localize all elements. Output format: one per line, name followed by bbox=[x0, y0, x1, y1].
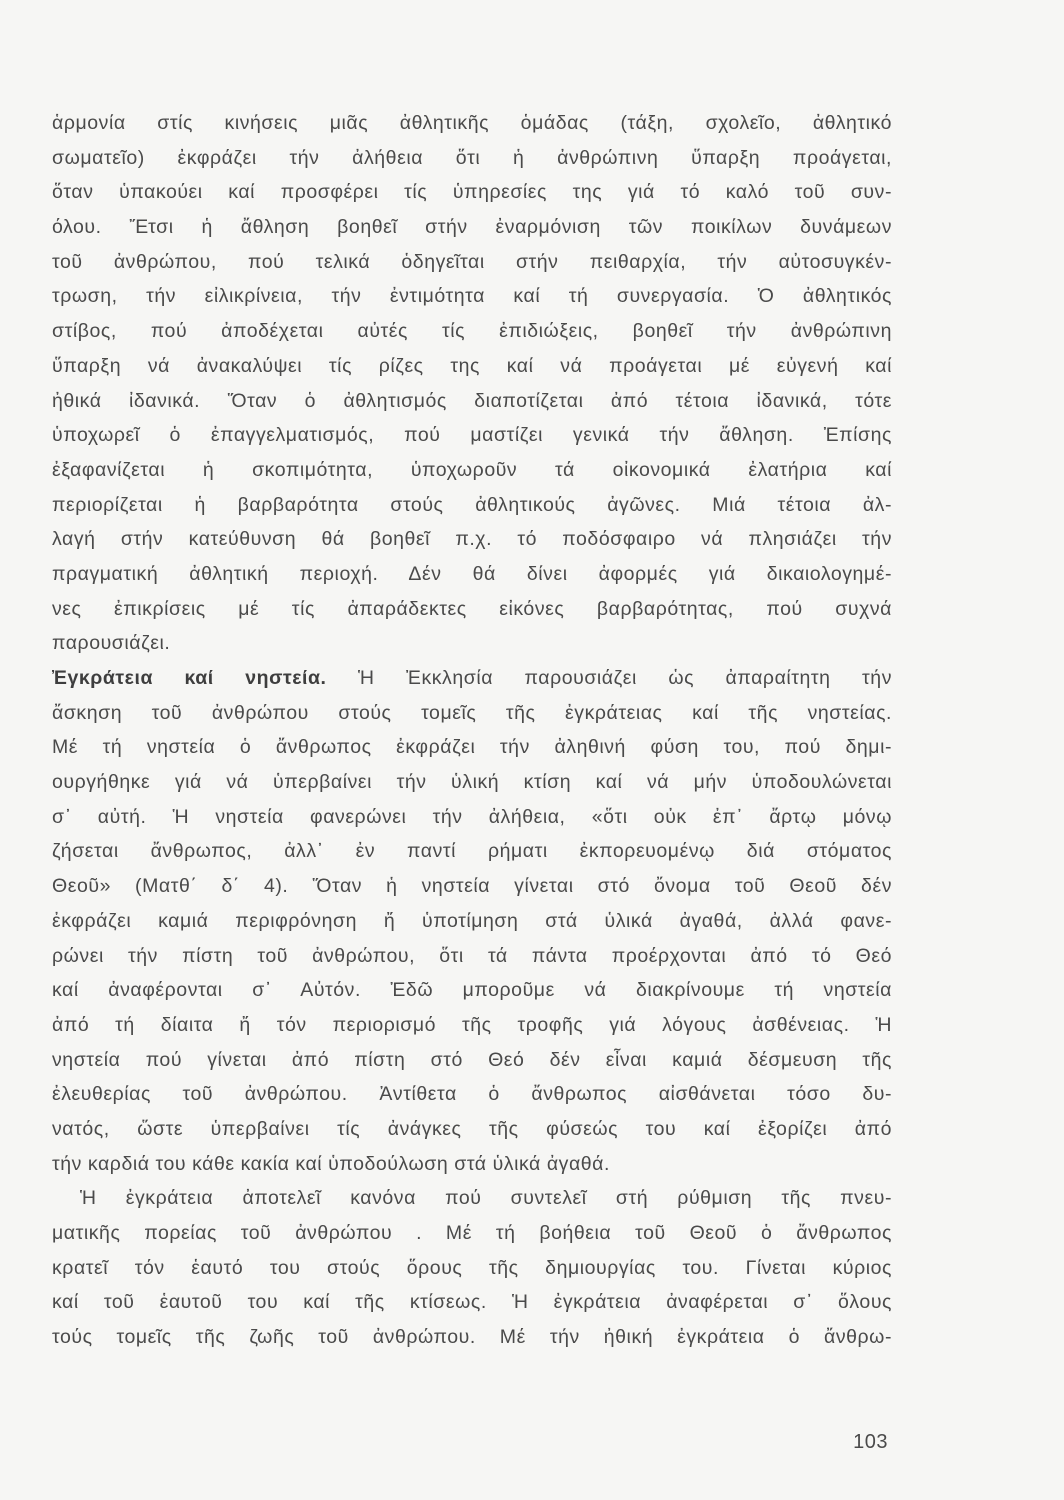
body-line: Μέ τή νηστεία ὁ ἄνθρωπος ἐκφράζει τήν ἀληθινή φύση του, πού δημι- bbox=[52, 736, 892, 759]
body-line: πραγματική ἀθλητική περιοχή. Δέν θά δίνει ἀφορμές γιά δικαιολογημέ- bbox=[52, 562, 892, 585]
body-line: ματικῆς πορείας τοῦ ἀνθρώπου . Μέ τή βοήθεια τοῦ Θεοῦ ὁ ἄνθρωπος bbox=[52, 1222, 892, 1244]
body-line: ζήσεται ἄνθρωπος, ἀλλ᾽ ἐν παντί ρήματι ἐκπορευομένῳ διά στόματος bbox=[52, 840, 892, 863]
body-line: ἐξαφανίζεται ἡ σκοπιμότητα, ὑποχωροῦν τά οἰκονομικά ἐλατήρια καί bbox=[52, 458, 892, 481]
body-line: λαγή στήν κατεύθυνση θά βοηθεῖ π.χ. τό ποδόσφαιρο νά πλησιάζει τήν bbox=[52, 528, 892, 551]
body-line: τρωση, τήν εἰλικρίνεια, τήν ἐντιμότητα καί τή συνεργασία. Ὁ ἀθλητικός bbox=[52, 285, 892, 308]
body-line: καί τοῦ ἑαυτοῦ του καί τῆς κτίσεως. Ἡ ἐγκράτεια ἀναφέρεται σ᾽ ὅλους bbox=[52, 1291, 892, 1314]
body-line: καί ἀναφέρονται σ᾽ Αὐτόν. Ἐδῶ μποροῦμε νά διακρίνουμε τή νηστεία bbox=[52, 979, 892, 1002]
body-line: τούς τομεῖς τῆς ζωῆς τοῦ ἀνθρώπου. Μέ τήν ἠθική ἐγκράτεια ὁ ἄνθρω- bbox=[52, 1326, 892, 1349]
body-line: ὅταν ὑπακούει καί προσφέρει τίς ὑπηρεσίες της γιά τό καλό τοῦ συν- bbox=[52, 181, 892, 204]
body-line: νηστεία πού γίνεται ἀπό πίστη στό Θεό δέν εἶναι καμιά δέσμευση τῆς bbox=[52, 1048, 892, 1071]
section-heading-line bbox=[52, 661, 892, 696]
body-line: περιορίζεται ἡ βαρβαρότητα στούς ἀθλητικούς ἀγῶνες. Μιά τέτοια ἀλ- bbox=[52, 493, 892, 516]
body-line: νες ἐπικρίσεις μέ τίς ἀπαράδεκτες εἰκόνες βαρβαρότητας, πού συχνά bbox=[52, 597, 892, 620]
body-line: ὑποχωρεῖ ὁ ἐπαγγελματισμός, πού μαστίζει γενικά τήν ἄθληση. Ἐπίσης bbox=[52, 424, 892, 447]
page-number: 103 bbox=[853, 1431, 888, 1453]
body-line: παρουσιάζει. bbox=[52, 632, 171, 655]
body-line: ὕπαρξη νά ἀνακαλύψει τίς ρίζες της καί νά προάγεται μέ εὐγενή καί bbox=[52, 354, 892, 377]
body-line: ἐκφράζει καμιά περιφρόνηση ἤ ὑποτίμηση στά ὑλικά ἀγαθά, ἀλλά φανε- bbox=[52, 909, 892, 932]
body-line: ἄσκηση τοῦ ἀνθρώπου στούς τομεῖς τῆς ἐγκράτειας καί τῆς νηστείας. bbox=[52, 701, 892, 724]
body-line: κρατεῖ τόν ἑαυτό του στούς ὅρους τῆς δημιουργίας του. Γίνεται κύριος bbox=[52, 1256, 892, 1279]
heading-line-text: Ἡ Ἐκκλησία παρουσιάζει ὡς ἀπαραίτητη τήν bbox=[357, 667, 892, 689]
body-line: στίβος, πού ἀποδέχεται αὐτές τίς ἐπιδιώξεις, βοηθεῖ τήν ἀνθρώπινη bbox=[52, 320, 892, 343]
body-line: ρώνει τήν πίστη τοῦ ἀνθρώπου, ὅτι τά πάντα προέρχονται ἀπό τό Θεό bbox=[52, 944, 892, 967]
page-body bbox=[52, 106, 892, 1355]
body-line: σωματεῖο) ἐκφράζει τήν ἀλήθεια ὅτι ἡ ἀνθρώπινη ὕπαρξη προάγεται, bbox=[52, 146, 892, 169]
section-heading: Ἐγκράτεια καί νηστεία. bbox=[52, 667, 327, 689]
body-line: ἐλευθερίας τοῦ ἀνθρώπου. Ἀντίθετα ὁ ἄνθρωπος αἰσθάνεται τόσο δυ- bbox=[52, 1083, 892, 1106]
body-line: ουργήθηκε γιά νά ὑπερβαίνει τήν ὑλική κτίση καί νά μήν ὑποδουλώνεται bbox=[52, 771, 892, 794]
body-line: σ᾽ αὐτή. Ἡ νηστεία φανερώνει τήν ἀλήθεια, «ὅτι οὐκ ἐπ᾽ ἄρτῳ μόνῳ bbox=[52, 805, 892, 828]
body-line: Ἡ ἐγκράτεια ἀποτελεῖ κανόνα πού συντελεῖ στή ρύθμιση τῆς πνευ- bbox=[80, 1187, 892, 1210]
body-line: ἠθικά ἰδανικά. Ὅταν ὁ ἀθλητισμός διαποτίζεται ἀπό τέτοια ἰδανικά, τότε bbox=[52, 389, 892, 412]
body-line: τήν καρδιά του κάθε κακία καί ὑποδούλωση στά ὑλικά ἀγαθά. bbox=[52, 1152, 610, 1175]
body-line: ἀπό τή δίαιτα ἤ τόν περιορισμό τῆς τροφῆς γιά λόγους ἀσθένειας. Ἡ bbox=[52, 1013, 892, 1036]
body-line: νατός, ὥστε ὑπερβαίνει τίς ἀνάγκες τῆς φύσεώς του καί ἐξορίζει ἀπό bbox=[52, 1117, 892, 1140]
body-line: όλου. Ἔτσι ἡ ἄθληση βοηθεῖ στήν ἐναρμόνιση τῶν ποικίλων δυνάμεων bbox=[52, 216, 892, 239]
body-line: Θεοῦ» (Ματθ΄ δ΄ 4). Ὅταν ἡ νηστεία γίνεται στό ὄνομα τοῦ Θεοῦ δέν bbox=[52, 875, 892, 898]
body-line: ἁρμονία στίς κινήσεις μιᾶς ἀθλητικῆς ὁμάδας (τάξη, σχολεῖο, ἀθλητικό bbox=[52, 112, 892, 134]
body-line: τοῦ ἀνθρώπου, πού τελικά ὁδηγεῖται στήν πειθαρχία, τήν αὐτοσυγκέν- bbox=[52, 250, 892, 273]
